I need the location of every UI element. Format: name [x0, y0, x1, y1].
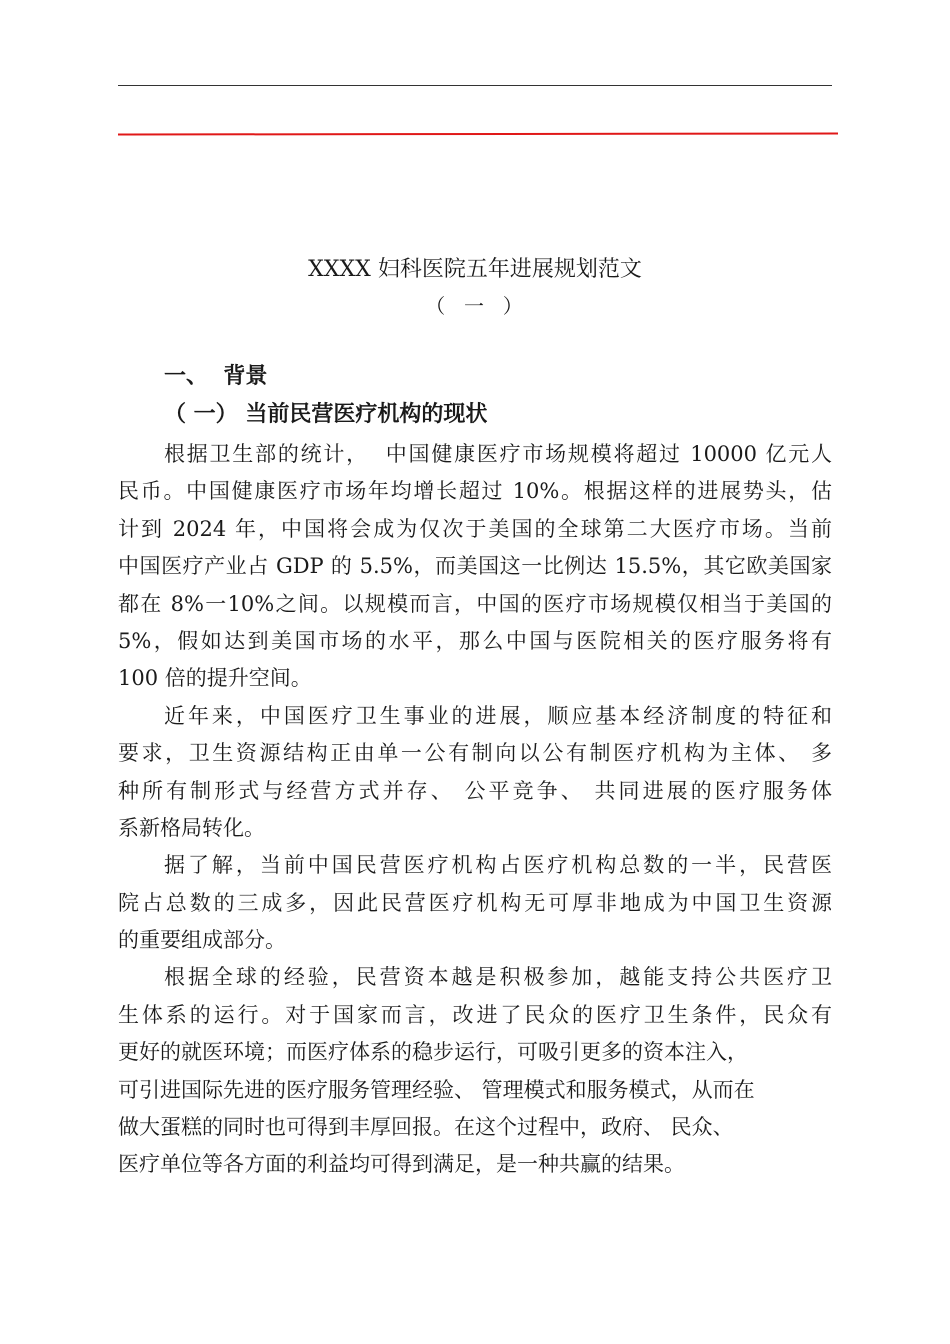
document-body	[118, 436, 832, 1184]
text-line: 计到 2024 年，中国将会成为仅次于美国的全球第二大医疗市场。当前	[118, 516, 832, 541]
text-line: 民币。中国健康医疗市场年均增长超过 10%。根据这样的进展势头，估	[118, 479, 832, 504]
text-line: 100 倍的提升空间。	[118, 666, 312, 691]
text-line: 的重要组成部分。	[118, 928, 286, 953]
text-line: 近年来，中国医疗卫生事业的进展，顺应基本经济制度的特征和	[164, 703, 832, 728]
text-line: 医疗单位等各方面的利益均可得到满足，是一种共赢的结果。	[118, 1152, 685, 1177]
paragraph	[118, 436, 832, 698]
text-line: 种所有制形式与经营方式并存、 公平竞争、 共同进展的医疗服务体	[118, 778, 832, 803]
document-title: XXXX 妇科医院五年进展规划范文	[308, 257, 642, 282]
document-subtitle: （ 一 ）	[425, 294, 525, 318]
subsection-heading: （ 一） 当前民营医疗机构的现状	[164, 402, 488, 427]
text-line: 做大蛋糕的同时也可得到丰厚回报。在这个过程中，政府、 民众、	[118, 1115, 734, 1140]
text-line: 系新格局转化。	[118, 815, 265, 840]
header-rule-red	[118, 132, 838, 135]
text-line: 更好的就医环境；而医疗体系的稳步运行，可吸引更多的资本注入，	[118, 1040, 748, 1065]
paragraph	[118, 959, 832, 1183]
text-line: 据了解，当前中国民营医疗机构占医疗机构总数的一半，民营医	[164, 853, 832, 878]
text-line: 根据卫生部的统计， 中国健康医疗市场规模将超过 10000 亿元人	[164, 442, 832, 466]
paragraph	[118, 847, 832, 959]
text-line: 根据全球的经验，民营资本越是积极参加，越能支持公共医疗卫	[164, 965, 832, 990]
text-line: 要求，卫生资源结构正由单一公有制向以公有制医疗机构为主体、 多	[118, 741, 832, 766]
header-rule-black	[118, 85, 832, 86]
text-line: 中国医疗产业占 GDP 的 5.5%，而美国这一比例达 15.5%，其它欧美国家	[118, 554, 832, 579]
paragraph	[118, 698, 832, 848]
text-line: 院占总数的三成多，因此民营医疗机构无可厚非地成为中国卫生资源	[118, 890, 832, 915]
text-line: 5%，假如达到美国市场的水平，那么中国与医院相关的医疗服务将有	[118, 628, 832, 653]
text-line: 都在 8%一10%之间。以规模而言，中国的医疗市场规模仅相当于美国的	[118, 591, 832, 616]
text-line: 可引进国际先进的医疗服务管理经验、 管理模式和服务模式，从而在	[118, 1077, 755, 1102]
section-heading: 一、 背景	[164, 364, 268, 389]
text-line: 生体系的运行。对于国家而言，改进了民众的医疗卫生条件，民众有	[118, 1002, 832, 1027]
